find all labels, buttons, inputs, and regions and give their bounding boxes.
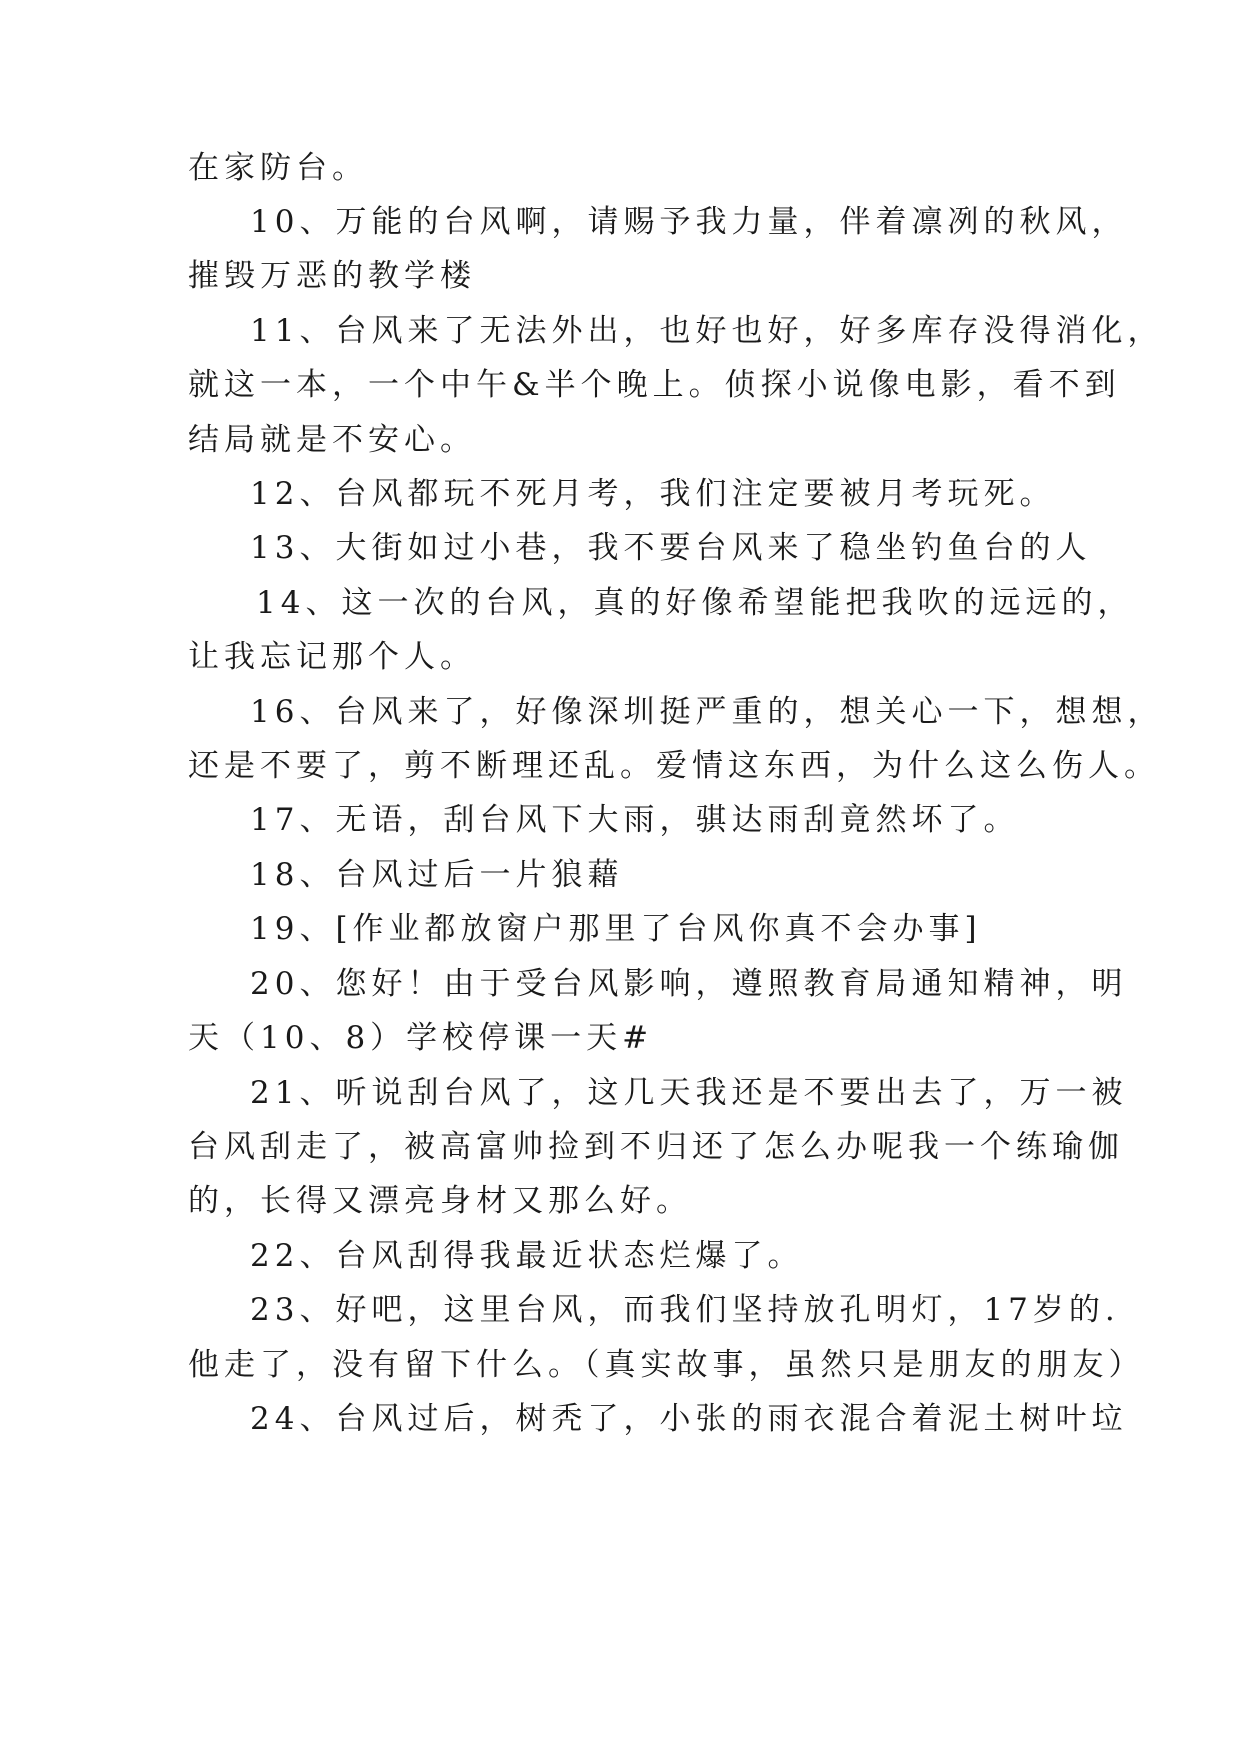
text-line-2: 10、万能的台风啊，请赐予我力量，伴着凛冽的秋风，: [250, 204, 1128, 240]
text-line-21: 22、台风刮得我最近状态烂爆了。: [250, 1238, 804, 1274]
text-line-11: 16、台风来了，好像深圳挺严重的，想关心一下，想想，: [250, 694, 1164, 730]
text-line-16: 20、您好！由于受台风影响，遵照教育局通知精神，明: [250, 966, 1128, 1002]
text-line-19: 台风刮走了，被高富帅捡到不归还了怎么办呢我一个练瑜伽: [188, 1129, 1124, 1165]
text-line-9: 14、这一次的台风，真的好像希望能把我吹的远远的，: [256, 585, 1134, 621]
text-line-1: 在家防台。: [188, 150, 368, 186]
text-line-12: 还是不要了，剪不断理还乱。爱情这东西，为什么这么伤人。: [188, 748, 1160, 784]
text-line-5: 就这一本，一个中午&半个晚上。侦探小说像电影，看不到: [188, 367, 1121, 403]
text-line-10: 让我忘记那个人。: [188, 639, 476, 675]
text-line-18: 21、听说刮台风了，这几天我还是不要出去了，万一被: [250, 1075, 1128, 1111]
text-line-22: 23、好吧，这里台风，而我们坚持放孔明灯，17岁的.: [250, 1292, 1120, 1328]
text-line-20: 的，长得又漂亮身材又那么好。: [188, 1183, 692, 1219]
text-line-17: 天（10、8）学校停课一天#: [188, 1020, 654, 1056]
text-line-15: 19、[作业都放窗户那里了台风你真不会办事]: [250, 911, 982, 947]
text-line-24: 24、台风过后，树秃了，小张的雨衣混合着泥土树叶垃: [250, 1401, 1128, 1437]
text-line-3: 摧毁万恶的教学楼: [188, 258, 476, 294]
text-line-4: 11、台风来了无法外出，也好也好，好多库存没得消化，: [250, 313, 1164, 349]
text-line-13: 17、无语，刮台风下大雨，骐达雨刮竟然坏了。: [250, 802, 1020, 838]
text-line-8: 13、大街如过小巷，我不要台风来了稳坐钓鱼台的人: [250, 530, 1092, 566]
text-line-23: 他走了，没有留下什么。（真实故事，虽然只是朋友的朋友）: [188, 1347, 1145, 1383]
text-line-7: 12、台风都玩不死月考，我们注定要被月考玩死。: [250, 476, 1056, 512]
text-line-6: 结局就是不安心。: [188, 422, 476, 458]
text-line-14: 18、台风过后一片狼藉: [250, 857, 624, 893]
